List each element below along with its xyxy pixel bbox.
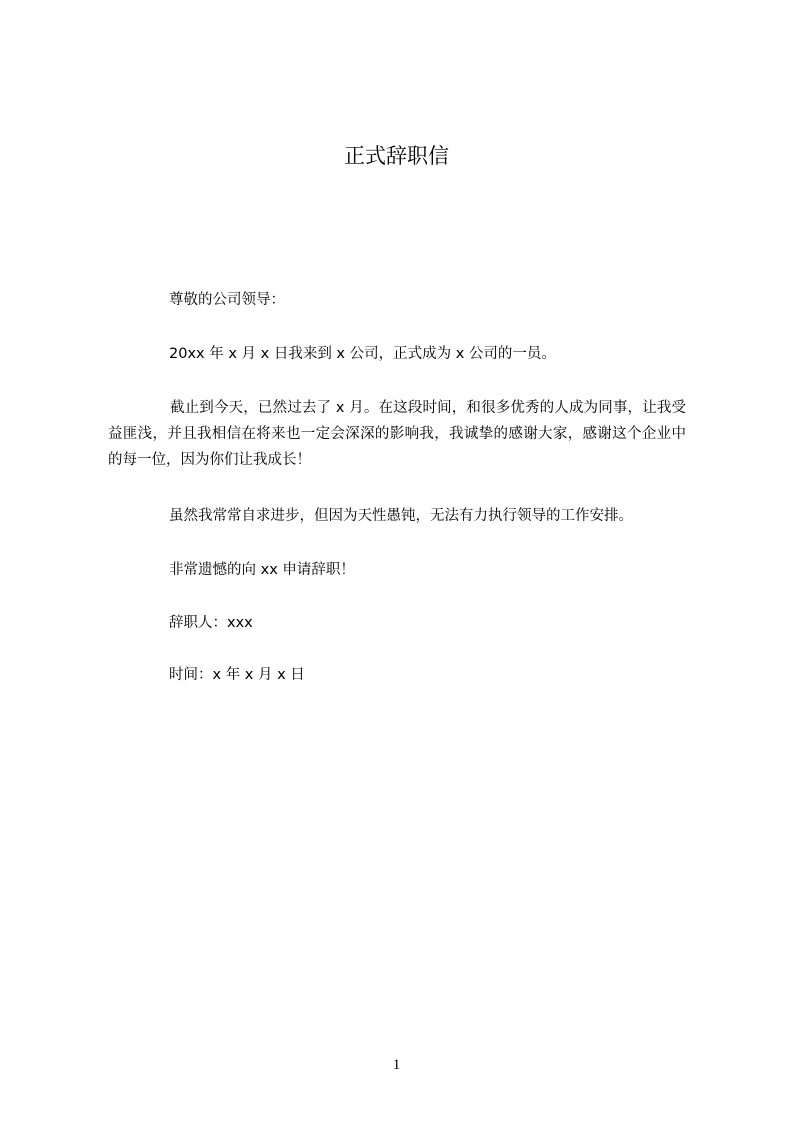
page-number: 1 xyxy=(392,1057,401,1073)
date-line: 时间：x 年 x 月 x 日 xyxy=(169,667,305,683)
signature-line: 辞职人：xxx xyxy=(169,615,253,631)
salutation: 尊敬的公司领导： xyxy=(169,292,285,308)
paragraph-intro: 20xx 年 x 月 x 日我来到 x 公司，正式成为 x 公司的一员。 xyxy=(169,346,556,362)
document-title: 正式辞职信 xyxy=(344,144,449,168)
paragraph-reason: 虽然我常常自求进步，但因为天性愚钝，无法有力执行领导的工作安排。 xyxy=(169,508,633,524)
paragraph-gratitude: 截止到今天，已然过去了 x 月。在这段时间，和很多优秀的人成为同事，让我受益匪浅，并且我相信在将来也一定会深深的影响我，我诚挚的感谢大家，感谢这个企业中的每一位，因为你们让我成长！ xyxy=(108,400,686,468)
paragraph-resignation: 非常遗憾的向 xx 申请辞职！ xyxy=(169,562,355,578)
